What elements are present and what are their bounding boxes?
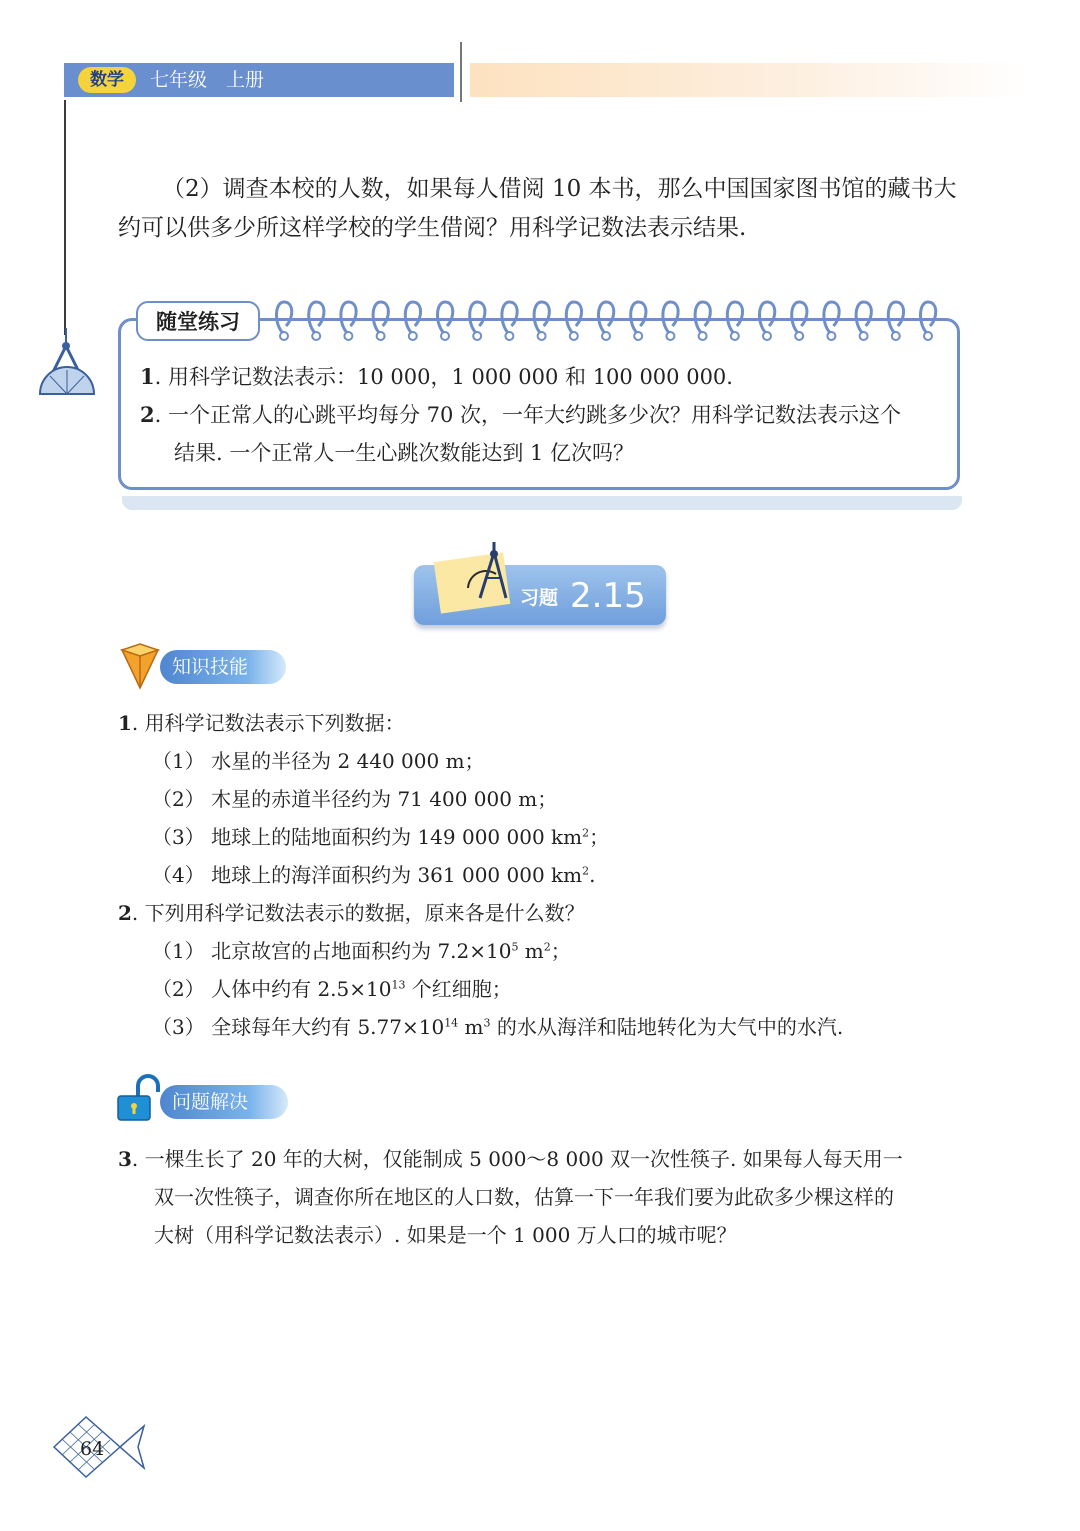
ring [631,302,646,340]
question-stem: 用科学记数法表示下列数据： [144,711,405,735]
question-3: 3. 一棵生长了 20 年的大树，仅能制成 5 000～8 000 双一次性筷子. 如果每人每天用一 [118,1140,903,1178]
practice-item-1: 1. 用科学记数法表示：10 000，1 000 000 和 100 000 000. [140,358,733,396]
ring [921,302,936,340]
exponent: 14 [444,1016,459,1030]
part-text: （2） 人体中约有 2.5×10 [152,977,392,1001]
ring [566,302,581,340]
practice-box-shadow [122,496,962,510]
question-1-part-1: （1） 水星的半径为 2 440 000 m； [152,749,485,773]
question-1-part-3 [118,818,609,856]
intro-paragraph: （2）调查本校的人数，如果每人借阅 10 本书，那么中国国家图书馆的藏书大约可以供多少所这样学校的学生借阅？用科学记数法表示结果. [118,176,957,241]
header-decoration [470,63,1030,97]
ring [599,302,614,340]
notebook-rings-icon [272,296,952,346]
practice-title: 随堂练习 [136,301,260,341]
question-1-part-4 [118,856,595,894]
practice-item-2-continued: 结果. 一个正常人一生心跳次数能达到 1 亿次吗？ [174,441,635,465]
unit-exponent: 2 [543,940,551,954]
practice-item-text: 用科学记数法表示：10 000，1 000 000 和 100 000 000. [167,365,733,389]
question-number: 1 [118,711,132,735]
ring [663,302,678,340]
ring [534,302,549,340]
ring [470,302,485,340]
ring [277,302,292,340]
padlock-icon [116,1074,160,1122]
section-title-problem-solving: 问题解决 [160,1085,288,1119]
exponent: 13 [391,978,406,992]
ring [792,302,807,340]
exercise-label: 习题 [520,587,559,609]
question-2-part-2 [118,970,512,1008]
ring [309,302,324,340]
question-3-line-3: 大树（用科学记数法表示）. 如果是一个 1 000 万人口的城市呢？ [154,1223,737,1247]
unit-exponent: 3 [483,1016,491,1030]
question-1-part-2: （2） 木星的赤道半径约为 71 400 000 m； [152,787,558,811]
ring [373,302,388,340]
part-text: （1） 北京故宫的占地面积约为 7.2×10 [152,939,512,963]
exponent: 5 [511,940,519,954]
part-end: . [589,863,596,887]
part-end: 的水从海洋和陆地转化为大气中的水汽. [490,1015,844,1039]
practice-item-number: 2 [140,402,155,427]
part-end: 个红细胞； [405,977,512,1001]
ring [438,302,453,340]
page-number: 64 [80,1438,105,1460]
exercise-number: 2.15 [570,576,646,616]
ring [824,302,839,340]
question-2-part-3 [118,1008,843,1046]
unit: m [518,939,544,963]
ring [856,302,871,340]
question-stem: 下列用科学记数法表示的数据，原来各是什么数？ [144,901,585,925]
ring [341,302,356,340]
compass-icon [458,540,512,608]
subject-logo: 数学 [78,67,136,93]
compass-protractor-icon [36,328,98,400]
part-text: （3） 地球上的陆地面积约为 149 000 000 km [152,825,583,849]
part-text: （4） 地球上的海洋面积约为 361 000 000 km [152,863,583,887]
header-divider [460,42,462,102]
question-3-line-2: 双一次性筷子，调查你所在地区的人口数，估算一下一年我们要为此砍多少棵这样的 [154,1185,894,1209]
practice-item-2: 2. 一个正常人的心跳平均每分 70 次，一年大约跳多少次？用科学记数法表示这个 [140,396,901,434]
ring [695,302,710,340]
exponent: 2 [582,826,590,840]
ring [760,302,775,340]
practice-item-number: 1 [140,364,155,389]
question-2: 2. 下列用科学记数法表示的数据，原来各是什么数？ [118,894,585,932]
ring [502,302,517,340]
section-title-skills: 知识技能 [160,650,286,684]
grade-title: 七年级 上册 [150,69,265,91]
ring [888,302,903,340]
question-2-part-1 [118,932,571,970]
exponent: 2 [582,864,590,878]
part-end: ； [550,939,571,963]
part-end: ； [589,825,610,849]
question-number: 2 [118,901,132,925]
unit: m [458,1015,484,1039]
question-1: 1. 用科学记数法表示下列数据： [118,704,405,742]
pyramid-icon [120,642,160,690]
question-text: 一棵生长了 20 年的大树，仅能制成 5 000～8 000 双一次性筷子. 如果每人每天用一 [144,1147,903,1171]
ring [405,302,420,340]
question-number: 3 [118,1147,132,1171]
practice-item-text: 一个正常人的心跳平均每分 70 次，一年大约跳多少次？用科学记数法表示这个 [167,403,902,427]
part-text: （3） 全球每年大约有 5.77×10 [152,1015,445,1039]
margin-rule [64,100,66,335]
ring [727,302,742,340]
